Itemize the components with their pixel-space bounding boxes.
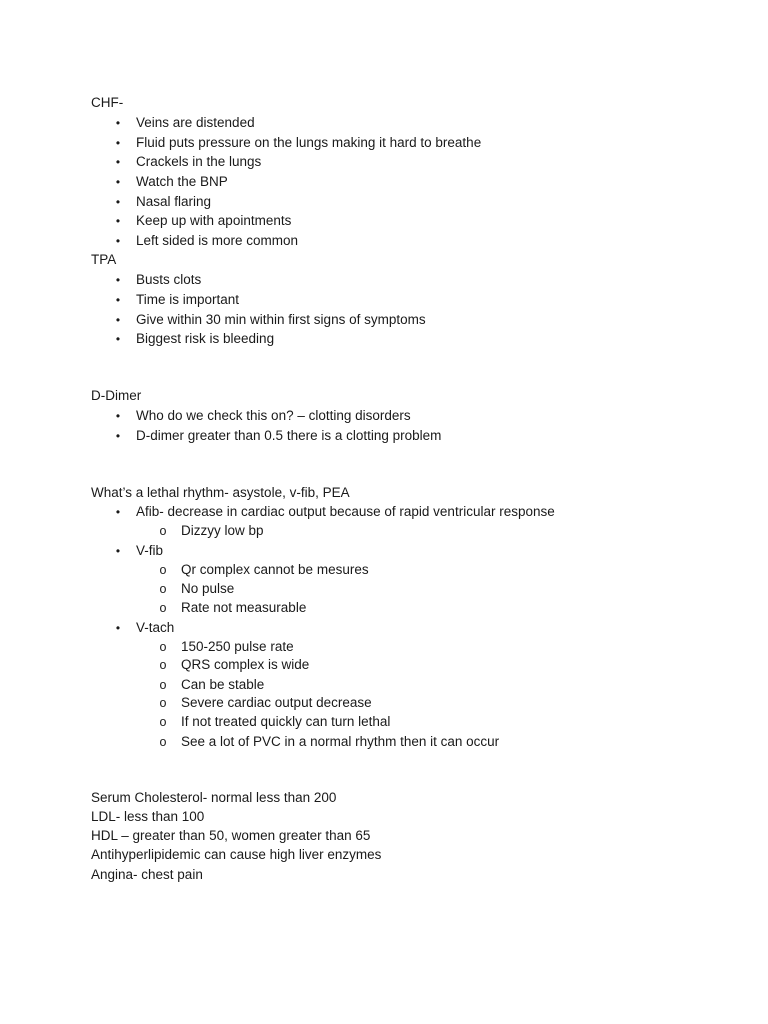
bullet-icon: • — [115, 175, 121, 189]
list-item: Watch the BNP — [136, 174, 228, 189]
bullet-icon: • — [115, 195, 121, 209]
bullet-icon: • — [115, 544, 121, 558]
list-item: Who do we check this on? – clotting disorders — [136, 408, 411, 423]
sub-bullet-icon: o — [159, 678, 167, 692]
sub-list-item: Dizzyy low bp — [181, 523, 264, 538]
sub-list-item: Rate not measurable — [181, 600, 307, 615]
list-item: Time is important — [136, 292, 240, 307]
list-item: Fluid puts pressure on the lungs making it hard to breathe — [136, 135, 482, 150]
note-line: Serum Cholesterol- normal less than 200 — [91, 790, 337, 805]
list-item-vfib: V-fib — [136, 543, 164, 558]
list-item: Give within 30 min within first signs of symptoms — [136, 312, 426, 327]
bullet-icon: • — [115, 505, 121, 519]
bullet-icon: • — [115, 273, 121, 287]
list-item: Nasal flaring — [136, 194, 212, 209]
sub-list-item: If not treated quickly can turn lethal — [181, 714, 391, 729]
bullet-icon: • — [115, 214, 121, 228]
section-heading-chf: CHF- — [91, 95, 124, 110]
list-item: Busts clots — [136, 272, 202, 287]
sub-list-item: Severe cardiac output decrease — [181, 695, 372, 710]
list-item: D-dimer greater than 0.5 there is a clotting problem — [136, 428, 442, 443]
section-heading-rhythm: What’s a lethal rhythm- asystole, v-fib, PEA — [91, 485, 350, 500]
sub-list-item: 150-250 pulse rate — [181, 639, 294, 654]
bullet-icon: • — [115, 332, 121, 346]
sub-bullet-icon: o — [159, 524, 167, 538]
sub-bullet-icon: o — [159, 715, 167, 729]
bullet-icon: • — [115, 234, 121, 248]
sub-bullet-icon: o — [159, 696, 167, 710]
list-item: Keep up with apointments — [136, 213, 292, 228]
sub-bullet-icon: o — [159, 658, 167, 672]
list-item: Left sided is more common — [136, 233, 299, 248]
sub-bullet-icon: o — [159, 582, 167, 596]
list-item: Veins are distended — [136, 115, 255, 130]
sub-bullet-icon: o — [159, 601, 167, 615]
note-line: HDL – greater than 50, women greater than 65 — [91, 828, 371, 843]
note-line: Antihyperlipidemic can cause high liver enzymes — [91, 847, 382, 862]
sub-list-item: QRS complex is wide — [181, 657, 310, 672]
list-item-afib: Afib- decrease in cardiac output because of rapid ventricular response — [136, 504, 555, 519]
list-item-vtach: V-tach — [136, 620, 175, 635]
bullet-icon: • — [115, 621, 121, 635]
sub-list-item: Qr complex cannot be mesures — [181, 562, 369, 577]
sub-bullet-icon: o — [159, 640, 167, 654]
bullet-icon: • — [115, 136, 121, 150]
sub-list-item: See a lot of PVC in a normal rhythm then it can occur — [181, 734, 500, 749]
sub-bullet-icon: o — [159, 563, 167, 577]
bullet-icon: • — [115, 155, 121, 169]
bullet-icon: • — [115, 429, 121, 443]
bullet-icon: • — [115, 313, 121, 327]
note-line: LDL- less than 100 — [91, 809, 205, 824]
bullet-icon: • — [115, 116, 121, 130]
section-heading-tpa: TPA — [91, 252, 117, 267]
bullet-icon: • — [115, 293, 121, 307]
sub-list-item: No pulse — [181, 581, 235, 596]
bullet-icon: • — [115, 409, 121, 423]
note-line: Angina- chest pain — [91, 867, 203, 882]
section-heading-ddimer: D-Dimer — [91, 388, 142, 403]
sub-bullet-icon: o — [159, 735, 167, 749]
sub-list-item: Can be stable — [181, 677, 265, 692]
list-item: Crackels in the lungs — [136, 154, 262, 169]
list-item: Biggest risk is bleeding — [136, 331, 275, 346]
